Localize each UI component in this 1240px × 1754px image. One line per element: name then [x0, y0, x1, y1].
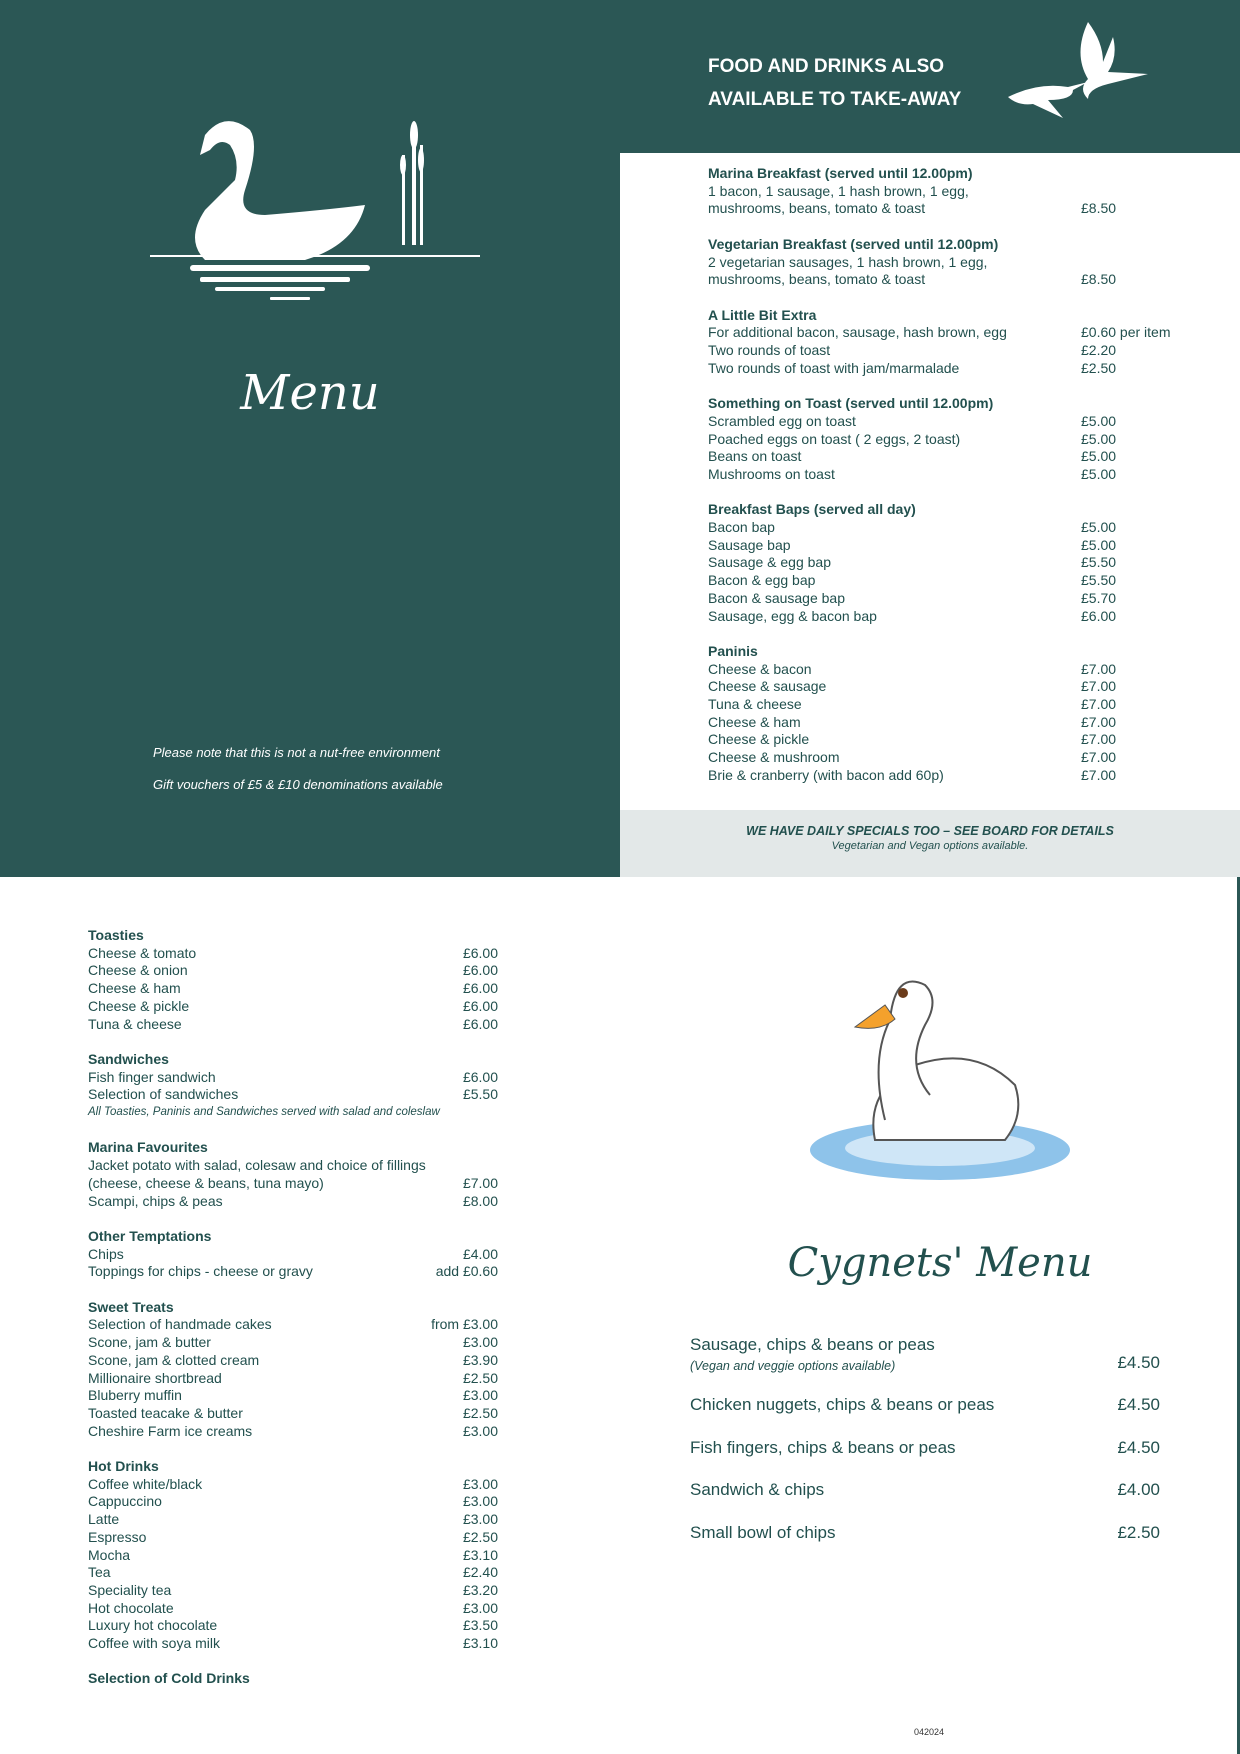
section-note: All Toasties, Paninis and Sandwiches served with salad and coleslaw	[88, 1106, 440, 1119]
item-price: £7.00	[1081, 766, 1117, 783]
menu-item	[88, 1316, 498, 1334]
item-price	[1081, 254, 1218, 272]
item-name: Cheshire Farm ice creams	[88, 1422, 253, 1439]
menu-section	[88, 1228, 498, 1281]
menu-item	[88, 1246, 498, 1264]
menu-item	[88, 945, 498, 963]
item-price: £5.70	[1081, 589, 1117, 606]
menu-item	[88, 1016, 498, 1034]
item-name: Bacon & egg bap	[708, 572, 816, 589]
section-title: Something on Toast (served until 12.00pm)	[708, 395, 994, 412]
section-title: Paninis	[708, 642, 758, 659]
menu-item	[88, 1352, 498, 1370]
nut-notice: Please note that this is not a nut-free environment	[153, 745, 440, 760]
menu-item	[88, 1263, 498, 1281]
item-price: £5.00	[1081, 448, 1117, 465]
item-price: £7.00	[1081, 713, 1117, 730]
cygnets-item	[690, 1373, 1160, 1416]
item-price: £7.00	[1081, 678, 1117, 695]
menu-section	[708, 165, 1218, 218]
menu-item	[708, 183, 1218, 201]
item-name: Speciality tea	[88, 1581, 172, 1598]
menu-item	[708, 254, 1218, 272]
item-name: Cheese & pickle	[708, 731, 810, 748]
item-price: £3.90	[462, 1351, 498, 1368]
item-price: £6.00	[462, 1068, 498, 1085]
item-price	[1081, 183, 1218, 201]
menu-item	[708, 360, 1218, 378]
menu-item	[708, 448, 1218, 466]
item-price: £3.20	[462, 1581, 498, 1598]
menu-item	[88, 1387, 498, 1405]
item-name: Tuna & cheese	[708, 696, 802, 713]
item-price: £6.00	[462, 962, 498, 979]
section-title: Vegetarian Breakfast (served until 12.00pm)	[708, 235, 999, 252]
item-price: £5.00	[1081, 430, 1117, 447]
item-name: Small bowl of chips	[690, 1522, 836, 1542]
menu-item	[708, 519, 1218, 537]
menu-item	[708, 714, 1218, 732]
menu-item	[88, 1564, 498, 1582]
item-name: Cheese & sausage	[708, 678, 827, 695]
menu-section	[88, 1670, 498, 1688]
item-price: £3.00	[462, 1493, 498, 1510]
item-name: Toasted teacake & butter	[88, 1404, 243, 1421]
menu-item	[88, 1529, 498, 1547]
menu-item	[88, 998, 498, 1016]
menu-section	[88, 1458, 498, 1653]
menu-item	[708, 767, 1218, 785]
menu-section	[88, 1051, 498, 1122]
item-name: Hot chocolate	[88, 1599, 174, 1616]
item-price: £5.00	[1081, 536, 1117, 553]
item-price: £7.00	[1081, 696, 1117, 713]
takeaway-header	[620, 0, 1240, 153]
item-price: £3.00	[462, 1475, 498, 1492]
section-title: A Little Bit Extra	[708, 306, 817, 323]
item-price: £8.50	[1081, 271, 1117, 288]
menu-section	[708, 236, 1218, 289]
menu-item	[708, 678, 1218, 696]
menu-item	[708, 466, 1218, 484]
item-price: £3.10	[462, 1546, 498, 1563]
item-price: £8.00	[462, 1192, 498, 1209]
item-name: Luxury hot chocolate	[88, 1617, 218, 1634]
item-price: £2.50	[462, 1369, 498, 1386]
section-title: Sweet Treats	[88, 1298, 174, 1315]
menu-item	[88, 1635, 498, 1653]
item-price: £5.50	[1081, 572, 1117, 589]
item-name: Sausage, egg & bacon bap	[708, 607, 877, 624]
cygnet-illustration-icon	[805, 960, 1075, 1190]
item-price: £3.50	[462, 1617, 498, 1634]
menu-item	[88, 1193, 498, 1211]
item-price: £4.00	[462, 1245, 498, 1262]
menu-item	[708, 413, 1218, 431]
menu-item	[708, 608, 1218, 626]
item-name: Selection of sandwiches	[88, 1086, 239, 1103]
item-name: Cheese & onion	[88, 962, 188, 979]
menu-item	[708, 537, 1218, 555]
item-name: Sandwich & chips	[690, 1480, 825, 1499]
section-title: Hot Drinks	[88, 1458, 159, 1475]
menu-item	[708, 431, 1218, 449]
cygnets-item	[690, 1415, 1160, 1458]
cygnets-item	[690, 1330, 1160, 1373]
item-price: £6.00	[462, 1015, 498, 1032]
breakfast-menu	[708, 165, 1218, 802]
item-name: Poached eggs on toast ( 2 eggs, 2 toast)	[708, 430, 961, 447]
item-name: Scone, jam & butter	[88, 1334, 211, 1351]
menu-section	[88, 927, 498, 1033]
main-menu	[88, 927, 498, 1706]
item-price: £2.20	[1081, 342, 1117, 358]
print-code: 042024	[914, 1727, 945, 1737]
item-name: Toppings for chips - cheese or gravy	[88, 1263, 313, 1280]
menu-section	[88, 1299, 498, 1441]
item-name: Mocha	[88, 1546, 131, 1563]
item-name: Cheese & pickle	[88, 997, 190, 1014]
vegan-text: Vegetarian and Vegan options available.	[831, 840, 1029, 852]
menu-item	[708, 749, 1218, 767]
menu-item	[88, 1405, 498, 1423]
menu-item	[88, 1476, 498, 1494]
specials-band	[620, 810, 1240, 877]
menu-item	[708, 590, 1218, 608]
item-price: £5.00	[1081, 465, 1117, 482]
item-name: 1 bacon, 1 sausage, 1 hash brown, 1 egg,	[708, 182, 969, 199]
item-name: (cheese, cheese & beans, tuna mayo)	[88, 1174, 324, 1191]
menu-item	[88, 1157, 498, 1175]
item-name: Sausage & egg bap	[708, 554, 831, 571]
item-price: £4.50	[1117, 1352, 1160, 1372]
section-title: Marina Favourites	[88, 1139, 208, 1156]
section-title: Toasties	[88, 927, 144, 943]
item-price: £5.00	[1081, 519, 1117, 535]
item-price: £4.00	[1117, 1480, 1160, 1499]
item-name: Bacon bap	[708, 519, 775, 535]
item-note: (Vegan and veggie options available)	[690, 1358, 896, 1373]
menu-item	[88, 1069, 498, 1087]
item-price: £5.50	[1081, 554, 1117, 571]
menu-title: Menu	[240, 365, 380, 421]
menu-item	[88, 1511, 498, 1529]
menu-section	[708, 395, 1218, 484]
menu-item	[88, 1423, 498, 1441]
item-price: £2.50	[1081, 359, 1117, 376]
specials-text: WE HAVE DAILY SPECIALS TOO – SEE BOARD FOR DETAILS	[746, 824, 1114, 838]
item-name: Scone, jam & clotted cream	[88, 1351, 260, 1368]
item-price: £3.00	[462, 1387, 498, 1404]
menu-item	[88, 1086, 498, 1104]
section-title: Marina Breakfast (served until 12.00pm)	[708, 165, 973, 181]
item-price: £3.00	[462, 1511, 498, 1528]
item-name: Chips	[88, 1245, 124, 1262]
menu-section	[708, 501, 1218, 625]
item-price: add £0.60	[435, 1263, 498, 1280]
cygnets-item	[690, 1458, 1160, 1501]
menu-item	[708, 342, 1218, 360]
menu-item	[708, 696, 1218, 714]
item-name: Cheese & ham	[708, 713, 801, 730]
menu-item	[88, 1582, 498, 1600]
item-name: For additional bacon, sausage, hash brown, egg	[708, 324, 1007, 341]
menu-section	[708, 643, 1218, 785]
item-name: Cappuccino	[88, 1493, 162, 1510]
item-name: Cheese & bacon	[708, 660, 812, 677]
item-name: 2 vegetarian sausages, 1 hash brown, 1 egg,	[708, 253, 988, 270]
item-price: £3.10	[462, 1635, 498, 1652]
item-price: £7.00	[1081, 660, 1117, 677]
menu-section	[708, 307, 1218, 378]
item-price: £6.00	[462, 944, 498, 961]
item-name: Fish finger sandwich	[88, 1068, 216, 1085]
item-name: Cheese & mushroom	[708, 749, 840, 766]
item-price: £7.00	[1081, 749, 1117, 766]
item-name: Fish fingers, chips & beans or peas	[690, 1437, 956, 1457]
menu-item	[88, 1370, 498, 1388]
item-price: £4.50	[1117, 1395, 1160, 1414]
item-name: Sausage bap	[708, 536, 791, 553]
menu-item	[88, 1547, 498, 1565]
item-price: £0.60 per item	[1081, 324, 1171, 341]
item-price: £6.00	[1081, 607, 1117, 624]
item-price: £6.00	[462, 997, 498, 1014]
menu-item	[88, 962, 498, 980]
item-price: £3.00	[462, 1422, 498, 1439]
item-name: Coffee white/black	[88, 1475, 203, 1492]
menu-item	[88, 1175, 498, 1193]
item-name: Mushrooms on toast	[708, 465, 835, 482]
item-price: from £3.00	[431, 1316, 498, 1333]
item-name: Selection of handmade cakes	[88, 1316, 272, 1333]
item-name: Latte	[88, 1511, 120, 1528]
item-name: Jacket potato with salad, colesaw and choice of fillings	[88, 1157, 426, 1174]
item-name: Brie & cranberry (with bacon add 60p)	[708, 766, 944, 783]
item-price: £7.00	[462, 1174, 498, 1191]
menu-item	[708, 554, 1218, 572]
item-name: Tuna & cheese	[88, 1015, 182, 1032]
menu-item	[708, 200, 1218, 218]
item-name: Cheese & ham	[88, 980, 181, 997]
menu-section	[88, 1139, 498, 1210]
swan-logo-icon	[150, 105, 480, 335]
menu-item	[708, 572, 1218, 590]
menu-item	[88, 1493, 498, 1511]
item-price: £3.00	[462, 1599, 498, 1616]
item-name: Cheese & tomato	[88, 944, 197, 961]
section-title: Other Temptations	[88, 1227, 212, 1244]
item-name: Scrambled egg on toast	[708, 412, 856, 429]
menu-item	[708, 731, 1218, 749]
menu-item	[88, 980, 498, 998]
cygnets-menu	[690, 1330, 1160, 1543]
item-price: £2.50	[462, 1404, 498, 1421]
cygnets-title: Cygnets' Menu	[787, 1240, 1093, 1286]
item-price: £2.50	[1117, 1522, 1160, 1542]
cover-panel	[0, 0, 620, 877]
flying-geese-icon	[998, 22, 1163, 132]
item-price: £5.50	[462, 1086, 498, 1103]
section-title: Selection of Cold Drinks	[88, 1670, 250, 1687]
item-name: Sausage, chips & beans or peas	[690, 1334, 935, 1354]
cygnets-item	[690, 1500, 1160, 1543]
item-name: Bacon & sausage bap	[708, 589, 845, 606]
menu-item	[708, 661, 1218, 679]
item-price: £2.40	[462, 1564, 498, 1581]
item-price: £2.50	[462, 1528, 498, 1545]
menu-item	[708, 324, 1218, 342]
item-name: mushrooms, beans, tomato & toast	[708, 271, 926, 288]
section-title: Breakfast Baps (served all day)	[708, 501, 916, 518]
item-name: Scampi, chips & peas	[88, 1192, 223, 1209]
item-name: Two rounds of toast	[708, 342, 831, 358]
item-name: Beans on toast	[708, 448, 802, 465]
section-title: Sandwiches	[88, 1050, 169, 1067]
header-line-2: AVAILABLE TO TAKE-AWAY	[708, 89, 962, 110]
item-name: Coffee with soya milk	[88, 1635, 221, 1652]
voucher-notice: Gift vouchers of £5 & £10 denominations available	[153, 777, 443, 792]
menu-item	[708, 271, 1218, 289]
item-name: Two rounds of toast with jam/marmalade	[708, 359, 960, 376]
header-line-1: FOOD AND DRINKS ALSO	[708, 56, 945, 77]
item-name: mushrooms, beans, tomato & toast	[708, 200, 926, 217]
item-name: Millionaire shortbread	[88, 1369, 222, 1386]
item-name: Espresso	[88, 1528, 147, 1545]
menu-item	[88, 1334, 498, 1352]
item-name: Chicken nuggets, chips & beans or peas	[690, 1395, 995, 1414]
item-name: Bluberry muffin	[88, 1387, 182, 1404]
item-price: £8.50	[1081, 200, 1117, 217]
item-price: £6.00	[462, 980, 498, 997]
menu-item	[88, 1600, 498, 1618]
item-price: £4.50	[1117, 1437, 1160, 1457]
item-price: £3.00	[462, 1334, 498, 1351]
item-price: £5.00	[1081, 412, 1117, 429]
item-price: £7.00	[1081, 731, 1117, 748]
menu-item	[88, 1617, 498, 1635]
item-name: Tea	[88, 1564, 111, 1581]
